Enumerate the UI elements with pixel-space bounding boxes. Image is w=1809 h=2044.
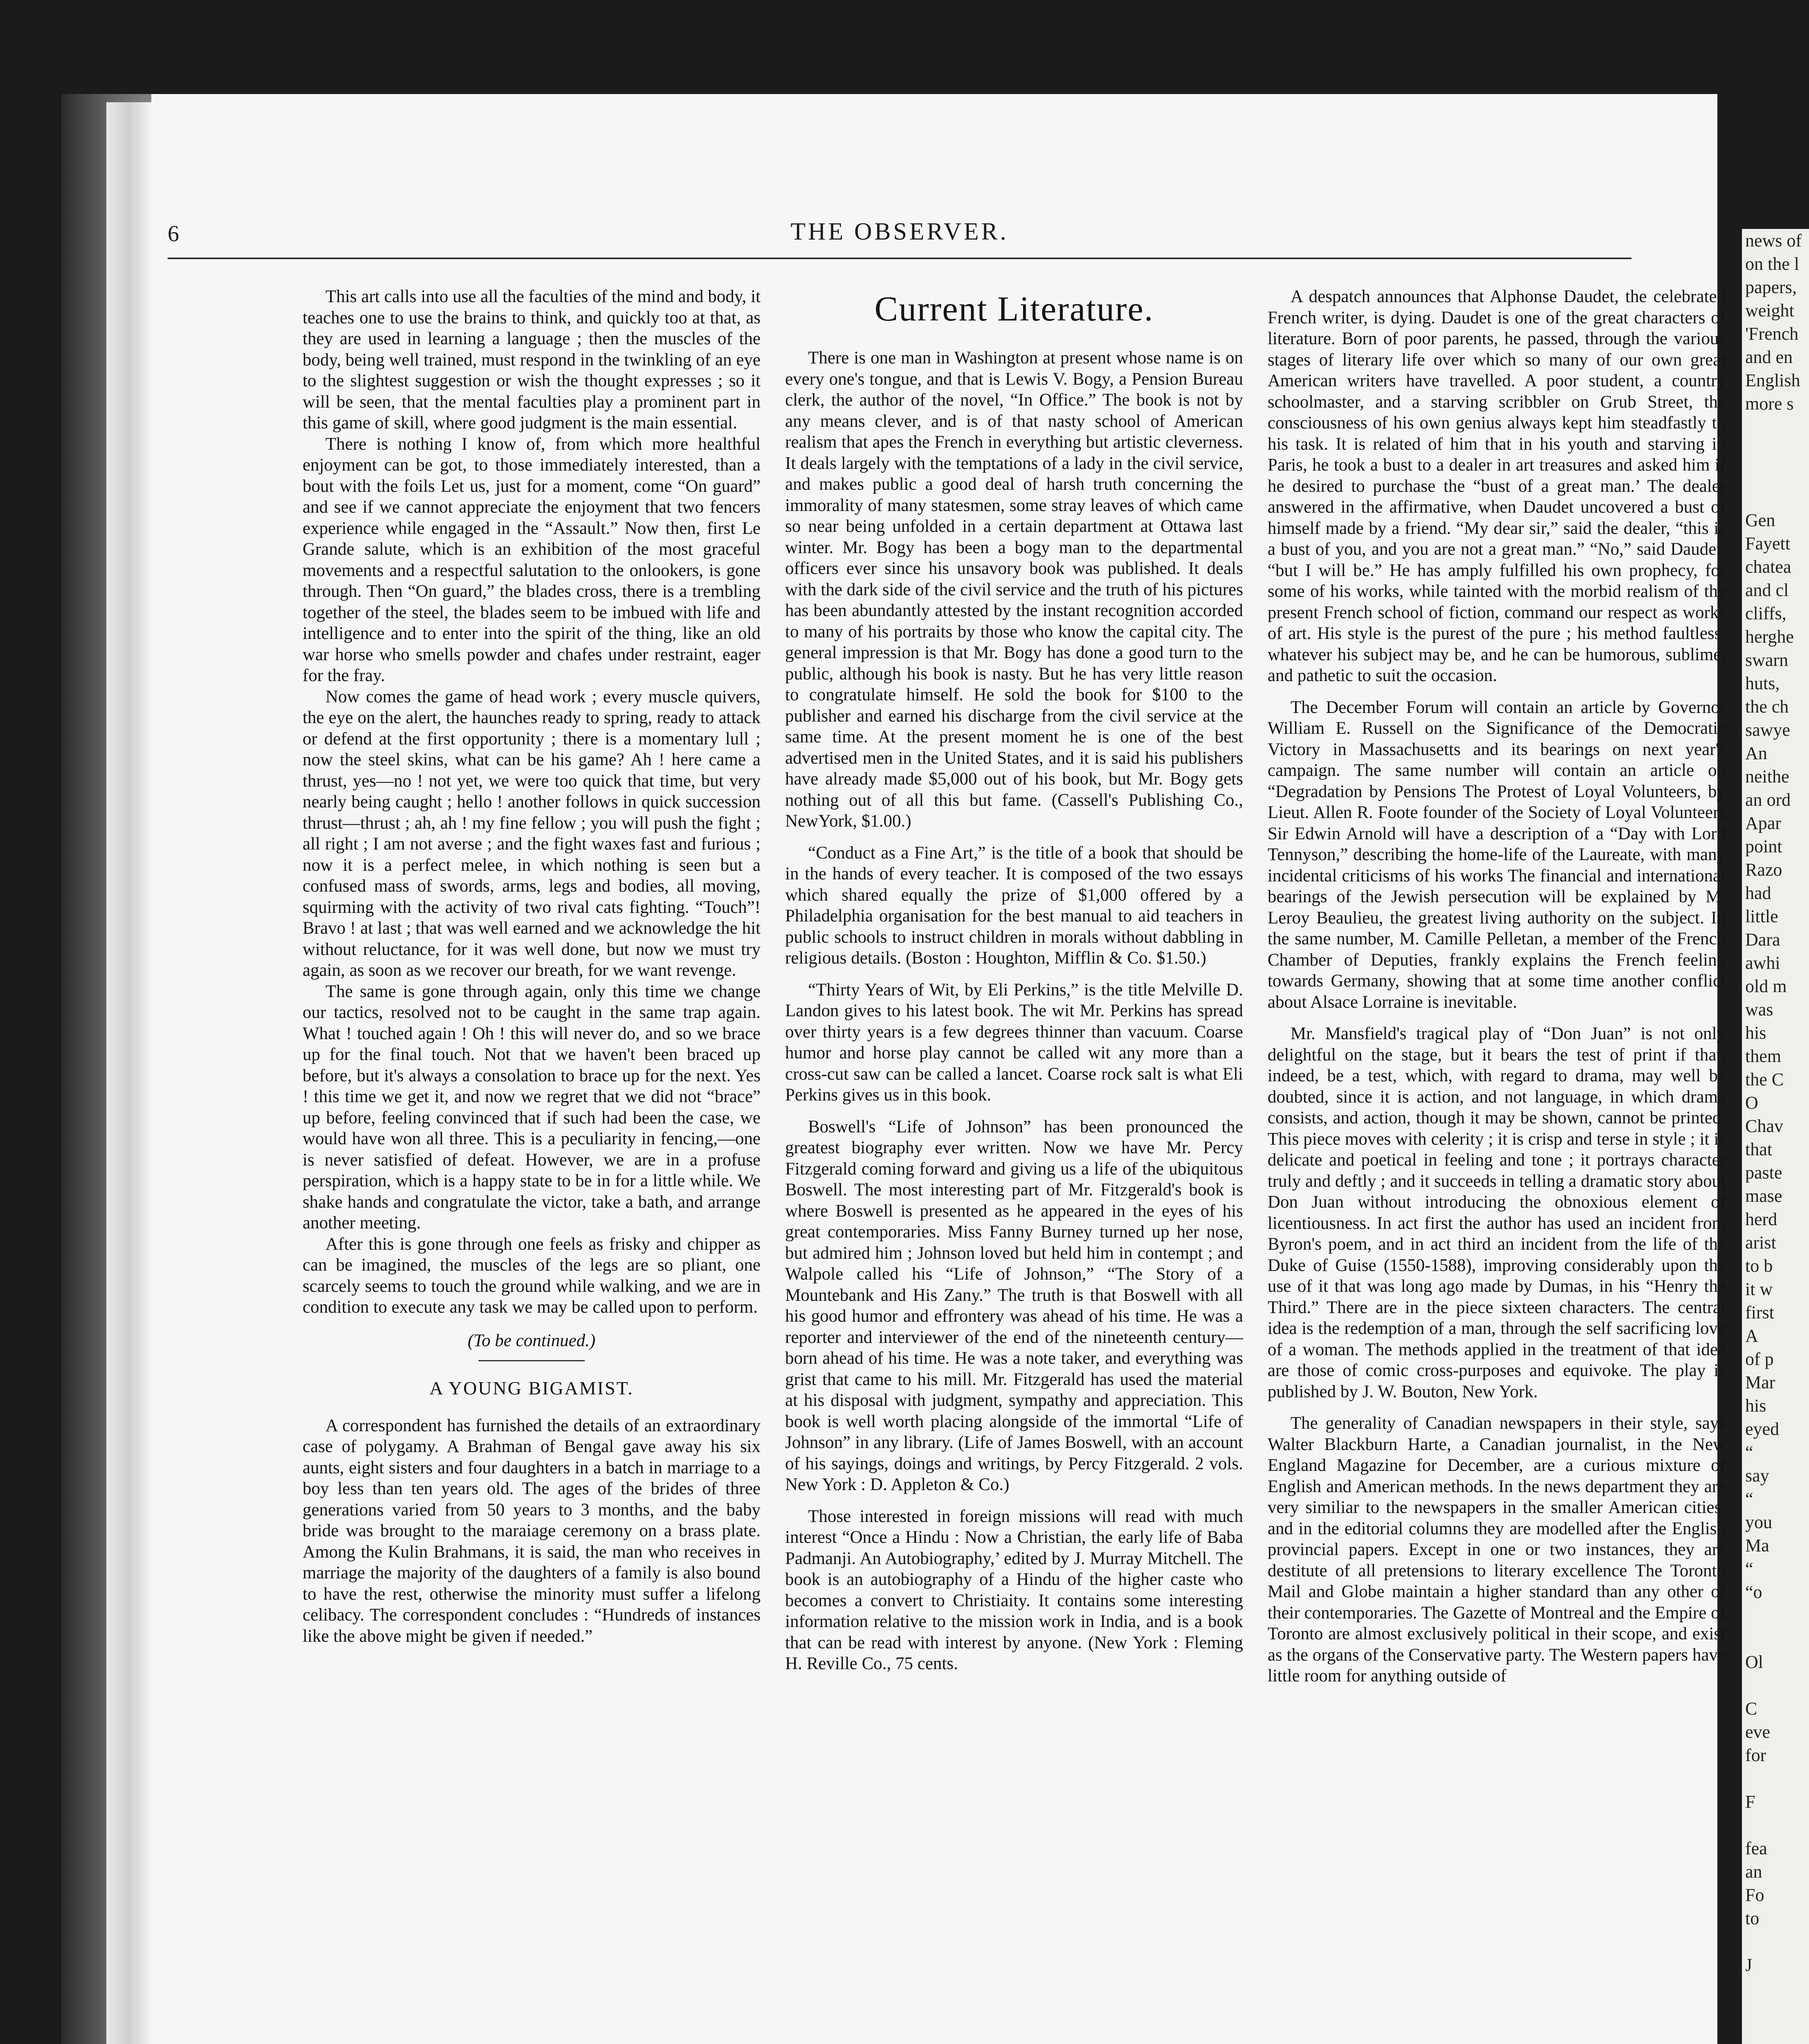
facing-page-line — [1742, 439, 1809, 462]
column-current-literature — [785, 286, 1243, 1674]
facing-page-line: paste — [1745, 1163, 1782, 1183]
facing-page-line: papers, — [1745, 277, 1797, 297]
facing-page-line: awhi — [1745, 953, 1780, 973]
facing-page-line: to — [1745, 1908, 1760, 1928]
facing-page-line: point — [1745, 836, 1782, 856]
facing-page-line: Ol — [1745, 1652, 1763, 1672]
facing-page-line: chatea — [1745, 557, 1791, 577]
review-paragraph: “Thirty Years of Wit, by Eli Perkins,” is the title Melville D. Landon gives to his latest book. The wit Mr. Perkins has spread over thirty years is a few degrees thinner than vacuum. Coarse humor and horse play cannot be called wit any more than a cross-cut saw can be called a lancet. Coarse rock salt is what Eli Perkins gives us in this book. — [785, 980, 1243, 1105]
continued-note: (To be continued.) — [467, 1331, 596, 1350]
facing-page-line: sawye — [1745, 720, 1790, 740]
facing-page-line: A — [1745, 1326, 1758, 1346]
facing-page-fragment — [1742, 229, 1809, 2044]
facing-page-line: Ma — [1745, 1535, 1769, 1555]
facing-page-line: Chav — [1745, 1116, 1783, 1136]
facing-page-line: Gen — [1745, 510, 1775, 530]
facing-page-line: on the l — [1745, 254, 1799, 274]
section-divider — [478, 1360, 585, 1361]
facing-page-line: Dara — [1745, 930, 1780, 950]
article-paragraph: Now comes the game of head work ; every muscle quivers, the eye on the alert, the haunches ready to spring, ready to attack or defend at the first opportunity ; there is a momentary lull ; now the steel skins, what can be his game? Ah ! here came a thrust, yes—no ! not yet, we were too quick that time, but very nearly being caught ; hello ! another follows in quick succession thrust—thrust ; ah, ah ! my fine fellow ; you will push the fight ; all right ; I am not averse ; and the fight waxes fast and furious ; now it is a perfect melee, in which nothing is seen but a confused mass of swords, arms, legs and bodies, all moving, squirming with the activity of two rival cats fighting. “Touch”! Bravo ! at last ; that was well earned and we acknowledge the hit without reluctance, for it was well done, but now we must try again, as soon as we recover our breath, for we want revenge. — [303, 687, 761, 980]
bigamist-paragraph: A correspondent has furnished the details of an extraordinary case of polygamy. A Brahman of Bengal gave away his six aunts, eight sisters and four daughters in a batch in marriage to a boy less than ten years old. The ages of the brides of three generations varied from 50 years to 3 months, and the baby bride was brought to the maraiage ceremony on a brass plate. Among the Kulin Brahmans, it is said, the man who receives in marriage the majority of the daughters of a family is also bound to have the rest, otherwise the minority must suffer a lifelong celibacy. The correspondent concludes : “Hundreds of instances like the above might be given if needed.” — [303, 1416, 761, 1646]
facing-page-line: was — [1745, 1000, 1773, 1020]
page-header — [168, 213, 1632, 259]
facing-page-line: cliffs, — [1745, 603, 1787, 623]
facing-page-line: and cl — [1745, 580, 1789, 600]
facing-page-line: Fo — [1745, 1885, 1764, 1905]
notes-paragraph: The December Forum will contain an article by Governor William E. Russell on the Significance of the Democratic Victory in Massachusetts and its bearings on next year's campaign. The same number will contain an article on “Degradation by Pensions The Protest of Loyal Volunteers, by Lieut. Allen R. Foote founder of the Society of Loyal Volunteers Sir Edwin Arnold will have a description of a “Day with Lord Tennyson,” describing the home-life of the Laureate, with many incidental criticisms of his works The financial and international bearings of the Jewish persecution will be explained by M. Leroy Beaulieu, the greatest living authority on the subject. In the same number, M. Camille Pelletan, a member of the French Chamber of Deputies, frankly explains the French feeling towards Germany, showing that at some time another conflict about Alsace Lorraine is inevitable. — [1268, 697, 1726, 1012]
facing-page-line: it w — [1745, 1279, 1773, 1299]
facing-page-line: 'French — [1745, 324, 1799, 344]
facing-page-line — [1742, 1627, 1809, 1650]
facing-page-line — [1742, 1813, 1809, 1837]
facing-page-line: “o — [1745, 1582, 1762, 1602]
facing-page-line: say — [1745, 1466, 1769, 1486]
facing-page-line: arist — [1745, 1233, 1776, 1253]
facing-page-line: eve — [1745, 1722, 1771, 1742]
column-literary-notes — [1268, 286, 1726, 1687]
facing-page-line: the ch — [1745, 697, 1789, 717]
facing-page-line: herd — [1745, 1209, 1778, 1229]
facing-page-line: “ — [1745, 1489, 1753, 1509]
facing-page-line: old m — [1745, 976, 1787, 996]
facing-page-line: O — [1745, 1093, 1758, 1113]
facing-page-line: “ — [1745, 1442, 1753, 1462]
facing-page-line: weight — [1745, 300, 1794, 320]
current-literature-heading: Current Literature. — [874, 289, 1154, 328]
facing-page-line — [1742, 485, 1809, 509]
facing-page-line — [1742, 462, 1809, 485]
facing-page-line — [1742, 415, 1809, 439]
review-paragraph: Those interested in foreign missions will read with much interest “Once a Hindu : Now a Christian, the early life of Baba Padmanji. An Autobiography,’ edited by J. Murray Mitchell. The book is an autobiography of a Hindu of the higher caste who becomes a convert to Christiaity. It contains some interesting information relative to the mission work in India, and is a book that can be read with interest by anyone. (New York : Fleming H. Reville Co., 75 cents. — [785, 1506, 1243, 1673]
notes-paragraph: Mr. Mansfield's tragical play of “Don Juan” is not only delightful on the stage, but it bears the test of print if that, indeed, be a test, which, with regard to drama, may well be doubted, since it is action, and not language, in which drama consists, and action, though it may be shown, cannot be printed. This piece moves with celerity ; it is crisp and terse in style ; it is delicate and poetical in feeling and tone ; it portrays character truly and deftly ; and it succeeds in telling a dramatic story about Don Juan without introducing the obnoxious element of licentiousness. In act first the author has used an incident from Byron's poem, and in act third an incident from the life of the Duke of Guise (1550-1588), improving considerably upon the use of it that was long ago made by Dumas, in his “Henry the Third.” There are in the piece sixteen characters. The central idea is the redemption of a man, through the self sacrificing love of a woman. The methods applied in the treatment of that idea are those of comic cross-purposes and equivoke. The play is published by J. W. Bouton, New York. — [1268, 1024, 1726, 1401]
running-title: THE OBSERVER. — [790, 218, 1009, 245]
article-paragraph: After this is gone through one feels as frisky and chipper as can be imagined, the muscles of the legs are so pliant, one scarcely seems to touch the ground while walking, and we are in condition to execute any task we may be called upon to perform. — [303, 1234, 761, 1317]
page-number: 6 — [168, 221, 179, 247]
column-fencing-article — [303, 286, 761, 1647]
facing-page-line: herghe — [1745, 627, 1794, 647]
facing-page-line: them — [1745, 1046, 1781, 1066]
facing-page-line — [1742, 1930, 1809, 1953]
bigamist-heading: A YOUNG BIGAMIST. — [429, 1378, 634, 1399]
facing-page-line: Fayett — [1745, 533, 1790, 554]
facing-page-line: mase — [1745, 1186, 1782, 1206]
facing-page-line: his — [1745, 1396, 1766, 1416]
review-paragraph: There is one man in Washington at present whose name is on every one's tongue, and that is Lewis V. Bogy, a Pension Bureau clerk, the author of the novel, “In Office.” The book is not by any means clever, and is of that nasty school of American realism that apes the French in everything but artistic cleverness. It deals largely with the temptations of a lady in the civil service, and makes public a good deal of harsh truth concerning the immorality of many statesmen, some stray leaves of which came so near being unfolded in a certain department at Ottawa last winter. Mr. Bogy has been a bogy man to the departmental officers ever since his unsavory book was published. It deals with the dark side of the civil service and the truth of his pictures has been abundantly attested by the instant recognition accorded to many of his portraits by those who know the capital city. The general impression is that Mr. Bogy has done a good turn to the public, although his book is nasty. But he has very little reason to congratulate himself. He sold the book for $100 to the publisher and earned his discharge from the civil service at the same time. At the present moment he is one of the best advertised men in the United States, and it is said his publishers have already made $5,000 out of his book, but Mr. Bogy gets nothing out of all this but fame. (Cassell's Publishing Co., NewYork, $1.00.) — [785, 348, 1243, 831]
facing-page-line — [1742, 1674, 1809, 1697]
facing-page-line: huts, — [1745, 673, 1780, 693]
article-paragraph: This art calls into use all the faculties of the mind and body, it teaches one to use the brains to think, and quickly too at that, as they are used in learning a language ; then the muscles of the body, being well trained, must respond in the twinkling of an eye to the slightest suggestion or wish the thought expresses ; so it will be seen, that the mental faculties play a prominent part in this game of skill, where good judgment is the main essential. — [303, 287, 761, 433]
facing-page-line — [1742, 1604, 1809, 1627]
facing-page-line: that — [1745, 1139, 1772, 1159]
notes-paragraph: A despatch announces that Alphonse Daudet, the celebrated French writer, is dying. Daudet is one of the great characters of literature. Born of poor parents, he passed, through the various stages of literary life over which so many of our own great American writers have travelled. A poor student, a country schoolmaster, and a starving scribbler on Grub Street, the consciousness of his own genius always kept him steadfastly to his task. It is related of him that in his youth and starving in Paris, he took a bust to a dealer in art treasures and asked him if he desired to purchase the “bust of a great man.’ The dealer answered in the affirmative, when Daudet uncovered a bust of himself made by a friend. “My dear sir,” said the dealer, “this is a bust of you, and you are not a great man.” “No,” said Daudet, “but I will be.” He has amply fulfilled his own prophecy, for some of his works, while tainted with the morbid realism of the present French school of fiction, command our respect as works of art. His style is the purest of the pure ; his method faultless, whatever his subject may be, and he can be humorous, sublime, and pathetic to suit the occasion. — [1268, 287, 1726, 685]
facing-page-line: more s — [1745, 394, 1794, 414]
review-paragraph: “Conduct as a Fine Art,” is the title of a book that should be in the hands of every teacher. It is composed of the two essays which shared equally the prize of $1,000 offered by a Philadelphia organisation for the best manual to aid teachers in public schools to instruct children in morals without dabbling in religious details. (Boston : Houghton, Mifflin & Co. $1.50.) — [785, 843, 1243, 968]
facing-page-line: Apar — [1745, 813, 1781, 833]
facing-page-line: had — [1745, 883, 1771, 903]
notes-paragraph: The generality of Canadian newspapers in their style, says Walter Blackburn Harte, a Canadian journalist, in the New England Magazine for December, are a curious mixture of English and American methods. In the news department they are very similiar to the newspapers in the smaller American cities, and in the editorial columns they are modelled after the English provincial papers. Except in one or two instances, they are destitute of all pretensions to literary excellence The Toronto Mail and Globe maintain a higher standard than any other of their contemporaries. The Gazette of Montreal and the Empire of Toronto are almost exclusively political in their scope, and exist as the organs of the Conservative party. The Western papers have little room for anything outside of — [1268, 1414, 1726, 1685]
facing-page-line: Razo — [1745, 860, 1782, 880]
facing-page-line: little — [1745, 906, 1778, 926]
facing-page-line: eyed — [1745, 1419, 1780, 1439]
facing-page-line — [1742, 1767, 1809, 1790]
facing-page-text — [1742, 229, 1809, 1977]
facing-page-line: for — [1745, 1745, 1766, 1765]
facing-page-line: an — [1745, 1862, 1762, 1882]
facing-page-line: fea — [1745, 1838, 1767, 1858]
facing-page-line: swarn — [1745, 650, 1789, 670]
facing-page-line: J — [1745, 1955, 1753, 1975]
article-paragraph: The same is gone through again, only this time we change our tactics, resolved not to be caught in the same trap again. What ! touched again ! Oh ! this will never do, and so we brace up for the final touch. Not that we haven't been braced up before, but it's always a consolation to brace up for the next. Yes ! this time we get it, and now we regret that we did not “brace” up before, feeling convinced that if such had been the case, we would have won all three. This is a peculiarity in fencing,—one is never satisfied of defeat. However, we are in a profuse perspiration, which is a happy state to be in for a little while. We shake hands and congratulate the victor, take a bath, and arrange another meeting. — [303, 982, 761, 1233]
book-binding — [106, 102, 151, 2044]
review-paragraph: Boswell's “Life of Johnson” has been pronounced the greatest biography ever written. Now we have Mr. Percy Fitzgerald coming forward and giving us a life of the ubiquitous Boswell. The most interesting part of Mr. Fitzgerald's book is where Boswell is presented as he appeared in the eyes of his great contemporaries. Miss Fanny Burney turned up her nose, but admired him ; Johnson loved but held him in contempt ; and Walpole called his “Life of Johnson,” “The Story of a Mountebank and His Zany.” The truth is that Boswell with all his good humor and effrontery was ahead of his time. He was a reporter and interviewer of the end of the nineteenth century—born ahead of his time. He was a note taker, and everything was grist that came to his mill. Mr. Fitzgerald has used the material at his disposal with judgment, sympathy and appreciation. This book is well worth placing alongside of the immortal “Life of Johnson” in any library. (Life of James Boswell, with an account of his sayings, doings and writings, by Percy Fitzgerald. 2 vols. New York : D. Appleton & Co.) — [785, 1117, 1243, 1494]
facing-page-line: the C — [1745, 1069, 1784, 1089]
facing-page-line: neithe — [1745, 766, 1789, 787]
facing-page-line: “ — [1745, 1559, 1753, 1579]
facing-page-line: and en — [1745, 347, 1793, 367]
facing-page-line: An — [1745, 743, 1767, 763]
facing-page-line: news of — [1745, 231, 1802, 251]
facing-page-line: of p — [1745, 1349, 1774, 1369]
facing-page-line: first — [1745, 1302, 1774, 1322]
facing-page-line: his — [1745, 1023, 1766, 1043]
facing-page-line: C — [1745, 1699, 1757, 1719]
facing-page-line: Mar — [1745, 1372, 1775, 1392]
facing-page-line: an ord — [1745, 790, 1791, 810]
facing-page-line: to b — [1745, 1256, 1773, 1276]
facing-page-line: F — [1745, 1792, 1755, 1812]
article-paragraph: There is nothing I know of, from which more healthful enjoyment can be got, to those immediately interested, than a bout with the foils Let us, just for a moment, come “On guard” and see if we cannot appreciate the enjoyment that two fencers experience while engaged in the “Assault.” Now then, first Le Grande salute, which is an exhibition of the most graceful movements and a respectful salutation to the onlookers, is gone through. Then “On guard,” the blades cross, there is a trembling together of the steel, the blades seem to be imbued with life and intelligence and to enter into the spirit of the thing, like an old war horse who smells powder and chafes under restraint, eager for the fray. — [303, 434, 761, 685]
facing-page-line: English — [1745, 370, 1800, 390]
facing-page-line: you — [1745, 1512, 1772, 1532]
